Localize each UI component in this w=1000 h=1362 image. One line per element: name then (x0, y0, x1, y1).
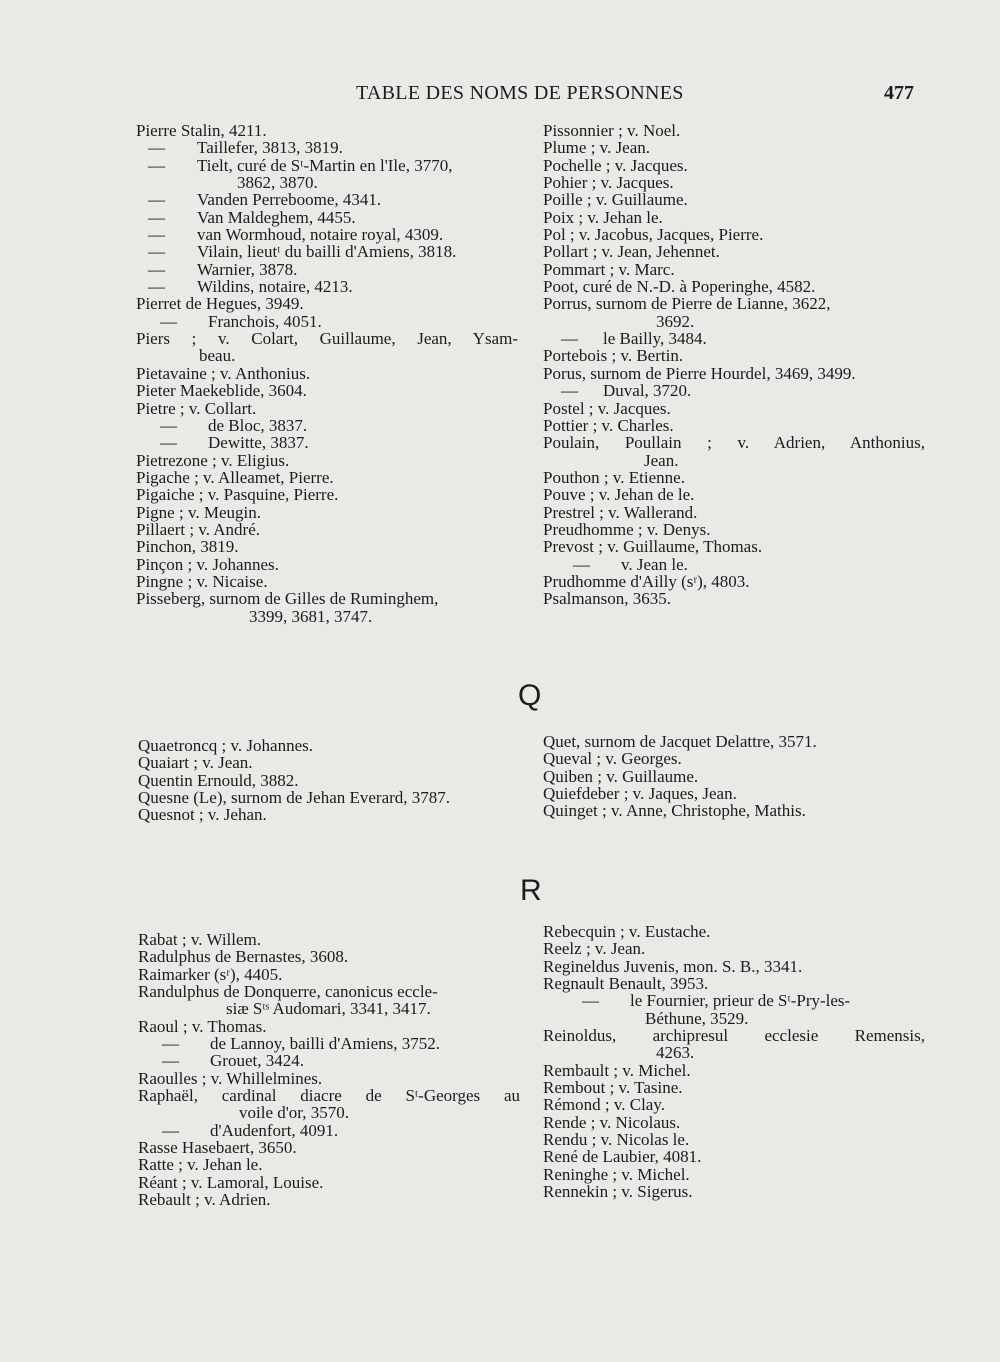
ditto-dash: — (162, 1034, 179, 1054)
index-column-p-left (136, 122, 526, 625)
index-entry-text: Preudhomme ; v. Denys. (543, 519, 711, 539)
index-entry (136, 538, 526, 555)
index-column-r-left (138, 931, 528, 1209)
index-entry (543, 1166, 933, 1183)
index-entry (138, 948, 528, 965)
index-entry (543, 382, 933, 399)
index-entry (543, 750, 933, 767)
index-entry (136, 330, 526, 347)
index-entry-text: Franchois, 4051. (208, 311, 322, 331)
index-entry (136, 469, 526, 486)
index-entry-text: Rennekin ; v. Sigerus. (543, 1182, 693, 1202)
index-entry (543, 434, 933, 451)
index-entry-text: Portebois ; v. Bertin. (543, 346, 684, 366)
index-entry (543, 226, 933, 243)
index-entry (136, 139, 526, 156)
index-entry (543, 975, 933, 992)
index-entry-text: Pinçon ; v. Johannes. (136, 554, 279, 574)
index-entry (136, 521, 526, 538)
index-entry (136, 295, 526, 312)
index-entry (543, 733, 933, 750)
index-entry-text: le Fournier, prieur de Sᵗ-Pry-les- (630, 991, 851, 1011)
index-entry-text: Quentin Ernould, 3882. (138, 770, 299, 790)
index-entry-text: v. Jean le. (621, 554, 688, 574)
index-entry (543, 1183, 933, 1200)
index-entry-text: Pigaiche ; v. Pasquine, Pierre. (136, 485, 339, 505)
index-entry (136, 122, 526, 139)
index-entry-text: Poix ; v. Jehan le. (543, 207, 663, 227)
index-entry (136, 504, 526, 521)
index-entry-text: Porus, surnom de Pierre Hourdel, 3469, 3499. (543, 363, 856, 383)
index-entry (138, 1191, 528, 1208)
index-entry-text: Pouthon ; v. Etienne. (543, 467, 685, 487)
index-entry-text: Poot, curé de N.-D. à Poperinghe, 4582. (543, 277, 816, 297)
index-entry-text: Reelz ; v. Jean. (543, 939, 646, 959)
index-entry-text: Grouet, 3424. (210, 1051, 304, 1071)
index-entry (138, 1174, 528, 1191)
ditto-dash: — (148, 190, 165, 210)
index-entry (543, 243, 933, 260)
index-entry-text: 4263. (656, 1043, 695, 1063)
index-entry-text: Pottier ; v. Charles. (543, 415, 674, 435)
index-entry-text: Van Maldeghem, 4455. (197, 207, 356, 227)
index-entry-text: Jean. (644, 450, 679, 470)
index-entry (543, 992, 933, 1009)
index-entry-text: Prevost ; v. Guillaume, Thomas. (543, 537, 763, 557)
index-entry-text: Pieter Maekeblide, 3604. (136, 381, 307, 401)
index-entry (138, 1122, 528, 1139)
index-entry-text: Pillaert ; v. André. (136, 519, 261, 539)
index-entry-text: Pohier ; v. Jacques. (543, 173, 674, 193)
index-entry-text: Randulphus de Donquerre, canonicus eccle- (138, 982, 438, 1002)
index-entry (543, 452, 933, 469)
index-entry-text: Regnault Benault, 3953. (543, 974, 709, 994)
ditto-dash: — (148, 242, 165, 262)
index-entry-text: Rémond ; v. Clay. (543, 1095, 665, 1115)
index-entry-text: Pingne ; v. Nicaise. (136, 571, 268, 591)
ditto-dash: — (148, 155, 165, 175)
index-entry (543, 469, 933, 486)
index-entry-text: Radulphus de Bernastes, 3608. (138, 947, 349, 967)
index-entry (136, 209, 526, 226)
index-entry (136, 608, 526, 625)
index-entry-text: Pierre Stalin, 4211. (136, 121, 267, 140)
index-entry (136, 382, 526, 399)
index-entry (136, 243, 526, 260)
index-entry-text: Pigne ; v. Meugin. (136, 502, 261, 522)
index-entry (138, 966, 528, 983)
index-entry (138, 772, 528, 789)
ditto-dash: — (148, 277, 165, 297)
index-entry (138, 1087, 528, 1104)
index-entry (136, 452, 526, 469)
index-entry-text: Vilain, lieutᵗ du bailli d'Amiens, 3818. (197, 242, 457, 262)
index-entry-text: Raoul ; v. Thomas. (138, 1016, 267, 1036)
ditto-dash: — (582, 991, 599, 1011)
ditto-dash: — (148, 207, 165, 227)
index-column-p-right (543, 122, 933, 608)
index-entry (543, 313, 933, 330)
index-entry-text: Pochelle ; v. Jacques. (543, 155, 688, 175)
index-entry (138, 1104, 528, 1121)
index-entry (543, 209, 933, 226)
index-entry-text: Pol ; v. Jacobus, Jacques, Pierre. (543, 225, 764, 245)
index-entry-text: Regineldus Juvenis, mon. S. B., 3341. (543, 956, 803, 976)
index-entry (136, 590, 526, 607)
ditto-dash: — (162, 1120, 179, 1140)
index-entry-text: Duval, 3720. (603, 381, 692, 401)
index-entry (543, 940, 933, 957)
index-entry-text: Postel ; v. Jacques. (543, 398, 671, 418)
index-entry-text: Pietavaine ; v. Anthonius. (136, 363, 311, 383)
index-column-r-right (543, 923, 933, 1201)
ditto-dash: — (160, 433, 177, 453)
index-entry-text: voile d'or, 3570. (239, 1103, 350, 1123)
index-entry (136, 261, 526, 278)
index-entry (138, 754, 528, 771)
index-entry-text: Pietre ; v. Collart. (136, 398, 257, 418)
index-entry-text: Dewitte, 3837. (208, 433, 309, 453)
index-entry (138, 806, 528, 823)
index-entry (543, 504, 933, 521)
section-letter-r: R (520, 874, 542, 907)
index-entry (136, 556, 526, 573)
index-entry-text: Tielt, curé de Sᵗ-Martin en l'Ile, 3770, (197, 155, 453, 175)
index-entry (138, 789, 528, 806)
index-entry (543, 174, 933, 191)
index-entry (136, 486, 526, 503)
index-entry (543, 538, 933, 555)
index-entry-text: Quet, surnom de Jacquet Delattre, 3571. (543, 732, 817, 751)
index-entry-text: Pouve ; v. Jehan de le. (543, 485, 695, 505)
index-entry-text: beau. (199, 346, 236, 366)
index-entry (543, 923, 933, 940)
index-entry (138, 1052, 528, 1069)
index-entry-text: Quesnot ; v. Jehan. (138, 805, 267, 825)
index-entry (543, 556, 933, 573)
index-entry-text: van Wormhoud, notaire royal, 4309. (197, 225, 444, 245)
index-entry-text: Reninghe ; v. Michel. (543, 1164, 690, 1184)
ditto-dash: — (162, 1051, 179, 1071)
index-entry-text: Pietrezone ; v. Eligius. (136, 450, 290, 470)
index-entry-text: de Lannoy, bailli d'Amiens, 3752. (210, 1034, 441, 1054)
index-entry-text: Plume ; v. Jean. (543, 138, 651, 158)
index-entry-text: Vanden Perreboome, 4341. (197, 190, 382, 210)
index-entry-text: Warnier, 3878. (197, 259, 298, 279)
index-entry (543, 1096, 933, 1113)
index-entry (543, 590, 933, 607)
index-entry-text: Pollart ; v. Jean, Jehennet. (543, 242, 720, 262)
index-entry (543, 785, 933, 802)
index-entry-text: René de Laubier, 4081. (543, 1147, 702, 1167)
index-entry (543, 278, 933, 295)
index-entry (543, 1044, 933, 1061)
index-entry-text: Rabat ; v. Willem. (138, 930, 262, 949)
ditto-dash: — (148, 259, 165, 279)
index-entry (136, 278, 526, 295)
index-entry (136, 191, 526, 208)
index-entry (543, 486, 933, 503)
index-entry-text: de Bloc, 3837. (208, 415, 308, 435)
index-entry (543, 295, 933, 312)
index-entry-text: Pissonnier ; v. Noel. (543, 121, 681, 140)
index-entry (543, 139, 933, 156)
ditto-dash: — (160, 415, 177, 435)
index-entry (138, 983, 528, 1000)
ditto-dash: — (561, 381, 578, 401)
index-entry (543, 1114, 933, 1131)
index-entry-text: Pigache ; v. Alleamet, Pierre. (136, 467, 334, 487)
index-entry-text: 3862, 3870. (237, 173, 318, 193)
index-entry (543, 802, 933, 819)
index-entry-text: le Bailly, 3484. (603, 329, 707, 349)
index-entry (138, 931, 528, 948)
index-entry-text: Reinoldus, archipresul ecclesie Remensis, (543, 1026, 925, 1046)
index-entry (136, 174, 526, 191)
index-entry (543, 400, 933, 417)
index-entry-text: Réant ; v. Lamoral, Louise. (138, 1172, 324, 1192)
index-entry (543, 365, 933, 382)
index-entry (543, 191, 933, 208)
index-entry (138, 737, 528, 754)
index-entry (543, 768, 933, 785)
index-entry-text: Porrus, surnom de Pierre de Lianne, 3622, (543, 294, 831, 314)
index-entry-text: Psalmanson, 3635. (543, 589, 671, 609)
index-entry (136, 365, 526, 382)
index-entry-text: siæ Sᵗˢ Audomari, 3341, 3417. (226, 999, 431, 1019)
index-entry (543, 521, 933, 538)
index-entry-text: Wildins, notaire, 4213. (197, 277, 353, 297)
index-entry (138, 1000, 528, 1017)
index-entry-text: Poille ; v. Guillaume. (543, 190, 688, 210)
index-entry (543, 347, 933, 364)
page-header-title: TABLE DES NOMS DE PERSONNES (356, 82, 684, 104)
index-entry-text: Raoulles ; v. Whillelmines. (138, 1068, 323, 1088)
index-entry (136, 226, 526, 243)
index-entry (136, 157, 526, 174)
index-entry (543, 1062, 933, 1079)
index-entry-text: Quaiart ; v. Jean. (138, 753, 253, 773)
index-entry-text: Taillefer, 3813, 3819. (197, 138, 343, 158)
index-entry (136, 347, 526, 364)
index-entry (136, 573, 526, 590)
index-entry-text: Pisseberg, surnom de Gilles de Ruminghem, (136, 589, 439, 609)
index-entry-text: d'Audenfort, 4091. (210, 1120, 339, 1140)
section-letter-q: Q (518, 679, 542, 712)
index-entry-text: Quiben ; v. Guillaume. (543, 766, 699, 786)
index-entry-text: Ratte ; v. Jehan le. (138, 1155, 263, 1175)
ditto-dash: — (148, 225, 165, 245)
index-entry (138, 1018, 528, 1035)
index-entry-text: Rembault ; v. Michel. (543, 1060, 691, 1080)
index-entry-text: Rende ; v. Nicolaus. (543, 1112, 681, 1132)
index-entry (543, 958, 933, 975)
ditto-dash: — (160, 311, 177, 331)
index-entry-text: Rendu ; v. Nicolas le. (543, 1130, 690, 1150)
index-entry-text: Quinget ; v. Anne, Christophe, Mathis. (543, 801, 806, 821)
index-entry (136, 313, 526, 330)
index-column-q-left (138, 737, 528, 824)
index-entry (138, 1035, 528, 1052)
index-entry-text: 3399, 3681, 3747. (249, 606, 373, 626)
index-entry-text: Quesne (Le), surnom de Jehan Everard, 3787. (138, 788, 451, 808)
index-entry-text: Pierret de Hegues, 3949. (136, 294, 304, 314)
index-entry (543, 1079, 933, 1096)
page-number: 477 (884, 82, 914, 104)
index-entry (136, 400, 526, 417)
index-entry (543, 1010, 933, 1027)
index-entry (136, 417, 526, 434)
index-entry (543, 122, 933, 139)
ditto-dash: — (573, 554, 590, 574)
ditto-dash: — (148, 138, 165, 158)
index-entry-text: Quiefdeber ; v. Jaques, Jean. (543, 784, 737, 804)
index-entry (543, 157, 933, 174)
index-entry-text: Rebecquin ; v. Eustache. (543, 922, 711, 941)
index-entry-text: Prestrel ; v. Wallerand. (543, 502, 698, 522)
index-entry-text: Rasse Hasebaert, 3650. (138, 1138, 297, 1158)
index-entry (138, 1139, 528, 1156)
index-entry (543, 1131, 933, 1148)
index-entry-text: 3692. (656, 311, 695, 331)
ditto-dash: — (561, 329, 578, 349)
index-entry (543, 573, 933, 590)
index-entry-text: Quaetroncq ; v. Johannes. (138, 736, 313, 755)
index-entry (543, 261, 933, 278)
index-entry-text: Raimarker (sʳ), 4405. (138, 964, 283, 984)
index-entry-text: Raphaël, cardinal diacre de Sᵗ-Georges au (138, 1086, 520, 1106)
index-entry-text: Béthune, 3529. (645, 1008, 749, 1028)
index-entry-text: Piers ; v. Colart, Guillaume, Jean, Ysam- (136, 329, 518, 349)
index-entry (543, 1148, 933, 1165)
index-entry (138, 1156, 528, 1173)
index-entry (543, 330, 933, 347)
index-column-q-right (543, 733, 933, 820)
index-entry-text: Prudhomme d'Ailly (sʳ), 4803. (543, 571, 750, 591)
index-entry (136, 434, 526, 451)
index-entry-text: Pinchon, 3819. (136, 537, 239, 557)
index-entry (138, 1070, 528, 1087)
index-entry (543, 1027, 933, 1044)
index-entry-text: Pommart ; v. Marc. (543, 259, 675, 279)
index-entry-text: Queval ; v. Georges. (543, 749, 682, 769)
index-entry (543, 417, 933, 434)
index-entry-text: Rebault ; v. Adrien. (138, 1190, 271, 1210)
index-entry-text: Rembout ; v. Tasine. (543, 1078, 683, 1098)
index-entry-text: Poulain, Poullain ; v. Adrien, Anthonius, (543, 433, 925, 453)
